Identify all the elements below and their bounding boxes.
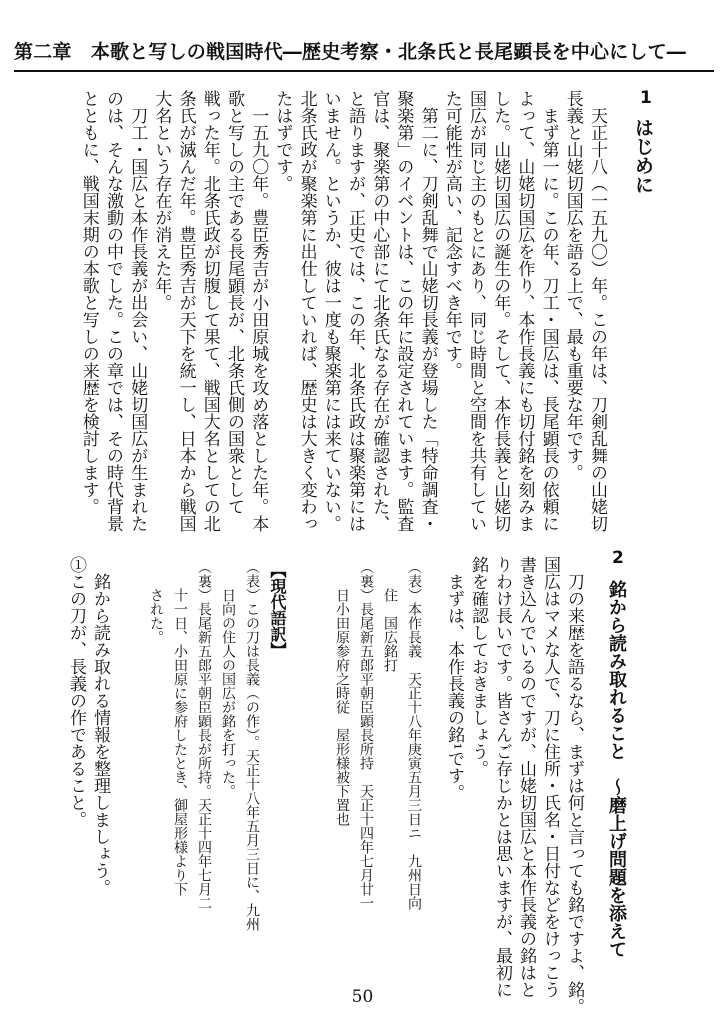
section-1-number: 1 — [640, 88, 652, 108]
header-rule — [14, 70, 714, 72]
body-text-line: 国広が同じ主のもとにあり、同じ時間と空間を共有してい — [466, 90, 486, 532]
body-text-line: 国広はマメな人で、刀に住所・氏名・日付などをけっこう — [540, 556, 560, 998]
body-text-line: 銘から読み取れる情報を整理しましょう。 — [90, 556, 110, 896]
body-text-line: 銘を確認しておきましょう。 — [468, 556, 488, 777]
body-text-line: た可能性が高い、記念すべき年です。 — [441, 90, 462, 379]
body-text-line: 天正十八（一五九〇）年。この年は、刀剣乱舞の山姥切 — [587, 90, 607, 532]
section-1-heading: はじめに — [632, 118, 654, 194]
body-text-line: 北条氏政が聚楽第に出仕していれば、歴史は大きく変わっ — [296, 90, 317, 532]
body-text-line: ①この刀が、長義の作であること。 — [66, 556, 86, 828]
body-text-line: 第二に、刀剣乱舞で山姥切長義が登場した「特命調査・ — [417, 90, 438, 532]
body-text-line: まず第一に。この年、刀工・国広は、長尾顕長の依頼に — [538, 90, 559, 532]
translation-line: （裏）長尾新五郎平朝臣顕長が所持。天正十四年七月二 — [196, 560, 212, 910]
chapter-header: 第二章 本歌と写しの戦国時代―歴史考察・北条氏と長尾顕長を中心にして― — [14, 41, 687, 63]
inscription-line: 日小田原参府之時従 屋形様被下置也 — [334, 560, 350, 826]
translation-line: された。 — [148, 560, 164, 644]
body-text-line: 一五九〇年。豊臣秀吉が小田原城を攻め落とした年。本 — [248, 90, 269, 532]
translation-line: 日向の住人の国広が銘を打った。 — [220, 560, 236, 798]
section-2-number: 2 — [612, 548, 624, 568]
body-text-line: たはずです。 — [272, 90, 293, 192]
body-text-line: 官は、聚楽第の中心部にて北条氏なる存在が確認された、 — [369, 90, 390, 532]
body-text-line: いません。というか、彼は一度も聚楽第には来ていない。 — [320, 90, 341, 532]
body-text-line: 条氏が滅んだ年。豊臣秀吉が天下を統一し、日本から戦国 — [175, 90, 196, 532]
body-text-line: りわけ長いです。皆さんご存じかとは思いますが、最初に — [492, 556, 512, 998]
body-text-line: 長義と山姥切国広を語る上で、最も重要な年です。 — [562, 90, 583, 481]
body-text-line: 戦った年。北条氏政が切腹して果て、戦国大名としての北 — [199, 90, 220, 532]
page-number: 50 — [351, 987, 374, 1007]
body-text-line: と語りますが、正史では、この年、北条氏政は聚楽第には — [345, 90, 365, 532]
body-text-line: 歌と写しの主である長尾顕長が、北条氏側の国衆として — [224, 90, 244, 515]
inscription-line: 住 国広銘打 — [382, 560, 398, 672]
section-2-heading: 銘から読み取れること ～磨上げ問題を添えて — [606, 580, 627, 958]
translation-line: （表）この刀は長義（の作）。天正十八年五月三日に、九州 — [244, 560, 260, 931]
inscription-line: （表）本作長義 天正十八年庚寅五月三日ニ 九州日向 — [406, 560, 422, 910]
body-text-line: 聚楽第」のイベントは、この年に設定されています。監査 — [393, 90, 414, 532]
body-text-line: よって、山姥切国広を作り、本作長義にも切付銘を刻みま — [514, 90, 535, 532]
inscription-line: （裏）長尾新五郎平朝臣顕長所持 天正十四年七月廿一 — [358, 560, 374, 910]
body-text-line: 大名という存在が消えた年。 — [151, 90, 172, 311]
body-text-line: した。山姥切国広の誕生の年。そして、本作長義と山姥切 — [490, 90, 511, 532]
translation-line: 十一日、小田原に参府したとき、御屋形様より下 — [172, 560, 188, 896]
body-text-line: のは、そんな激動の中でした。この章では、その時代背景 — [103, 90, 123, 532]
body-text-line: まずは、本作長義の銘¹です。 — [444, 556, 464, 801]
body-text-line: 刀工・国広と本作長義が出会い、山姥切国広が生まれた — [127, 90, 148, 532]
body-text-line: とともに、戦国末期の本歌と写しの来歴を検討します。 — [78, 90, 99, 515]
body-text-line: 刀の来歴を語るなら、まずは何と言っても銘ですよ、銘。 — [564, 556, 584, 1015]
translation-heading: 【現代語訳】 — [268, 562, 287, 658]
body-text-line: 書き込んでいるのですが、山姥切国広と本作長義の銘はと — [516, 556, 536, 998]
